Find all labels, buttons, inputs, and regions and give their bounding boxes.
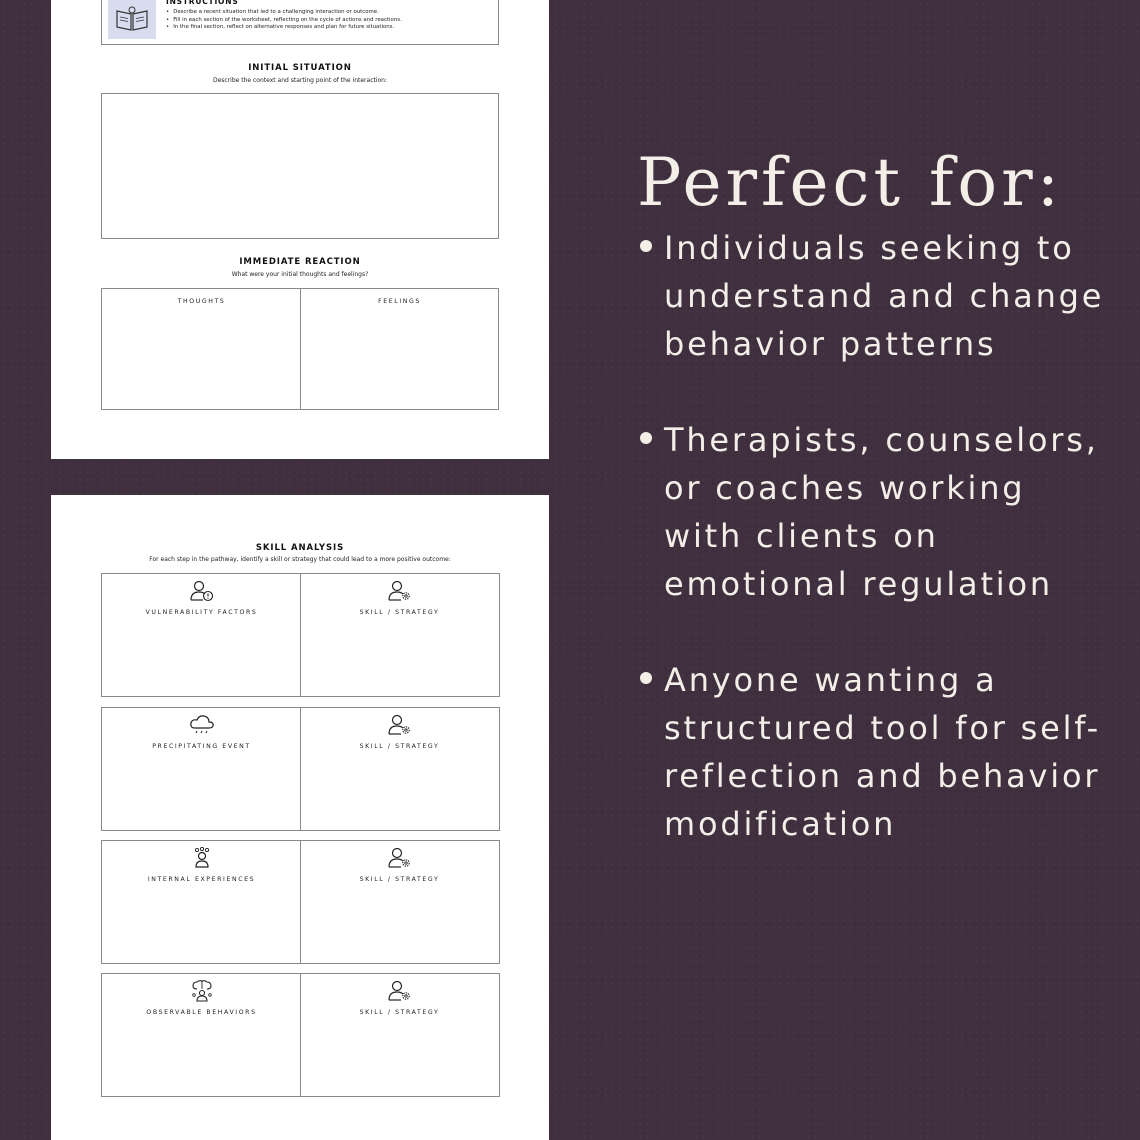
skill-strategy-label: SKILL / STRATEGY bbox=[359, 743, 440, 750]
bullet-dot-icon bbox=[640, 672, 652, 684]
instructions-item: • Describe a recent situation that led to a challenging interaction or outcome. bbox=[166, 9, 402, 17]
person-gear-icon bbox=[300, 847, 499, 873]
skill-row bbox=[101, 840, 500, 964]
immediate-reaction-subtitle: What were your initial thoughts and feelings? bbox=[231, 271, 369, 278]
initial-situation-box[interactable] bbox=[101, 93, 499, 239]
instructions-box bbox=[101, 0, 499, 45]
feelings-label: FEELINGS bbox=[378, 298, 421, 305]
promo-bullet bbox=[640, 224, 1110, 368]
vulnerability-factors-label: VULNERABILITY FACTORS bbox=[145, 609, 258, 616]
promo-bullet-text: Therapists, counselors, or coaches working with clients on emotional regulation bbox=[664, 421, 1099, 603]
bullet-dot-icon bbox=[640, 432, 652, 444]
table-divider bbox=[300, 289, 301, 409]
instructions-item: • In the final section, reflect on alternative responses and plan for future situations. bbox=[166, 24, 402, 32]
person-gear-icon bbox=[300, 580, 499, 606]
person-alert-icon bbox=[102, 580, 301, 606]
person-gear-icon bbox=[300, 980, 499, 1006]
instructions-list bbox=[166, 9, 402, 32]
skill-row bbox=[101, 973, 500, 1097]
bullet-dot-icon bbox=[640, 240, 652, 252]
instructions-title: INSTRUCTIONS bbox=[166, 0, 239, 6]
promo-bullet-list bbox=[640, 224, 1110, 896]
brain-person-icon bbox=[102, 980, 301, 1006]
person-thoughts-icon bbox=[102, 847, 301, 873]
promo-bullet bbox=[640, 416, 1110, 608]
skill-analysis-title: SKILL ANALYSIS bbox=[255, 543, 345, 553]
precipitating-event-label: PRECIPITATING EVENT bbox=[152, 743, 251, 750]
skill-strategy-label: SKILL / STRATEGY bbox=[359, 876, 440, 883]
immediate-reaction-title: IMMEDIATE REACTION bbox=[239, 257, 361, 267]
promo-bullet bbox=[640, 656, 1110, 848]
internal-experiences-label: INTERNAL EXPERIENCES bbox=[147, 876, 256, 883]
immediate-reaction-table bbox=[101, 288, 499, 410]
skill-analysis-subtitle: For each step in the pathway, identify a skill or strategy that could lead to a more positive outcome: bbox=[149, 556, 451, 563]
thoughts-label: THOUGHTS bbox=[177, 298, 226, 305]
worksheet-page-top bbox=[51, 0, 549, 459]
skill-row bbox=[101, 573, 500, 697]
person-gear-icon bbox=[300, 714, 499, 740]
initial-situation-subtitle: Describe the context and starting point of the interaction: bbox=[212, 77, 388, 84]
promo-bullet-text: Anyone wanting a structured tool for self-reflection and behavior modification bbox=[664, 661, 1101, 843]
cloud-rain-icon bbox=[102, 714, 301, 740]
observable-behaviors-label: OBSERVABLE BEHAVIORS bbox=[146, 1009, 257, 1016]
book-icon bbox=[108, 0, 156, 39]
promo-title: Perfect for: bbox=[637, 144, 1063, 222]
skill-strategy-label: SKILL / STRATEGY bbox=[359, 1009, 440, 1016]
instructions-item: • Fill in each section of the worksheet, reflecting on the cycle of actions and reactions. bbox=[166, 17, 402, 25]
skill-strategy-label: SKILL / STRATEGY bbox=[359, 609, 440, 616]
promo-bullet-text: Individuals seeking to understand and change behavior patterns bbox=[664, 229, 1105, 363]
skill-row bbox=[101, 707, 500, 831]
initial-situation-title: INITIAL SITUATION bbox=[248, 63, 352, 73]
worksheet-page-bottom bbox=[51, 495, 549, 1140]
